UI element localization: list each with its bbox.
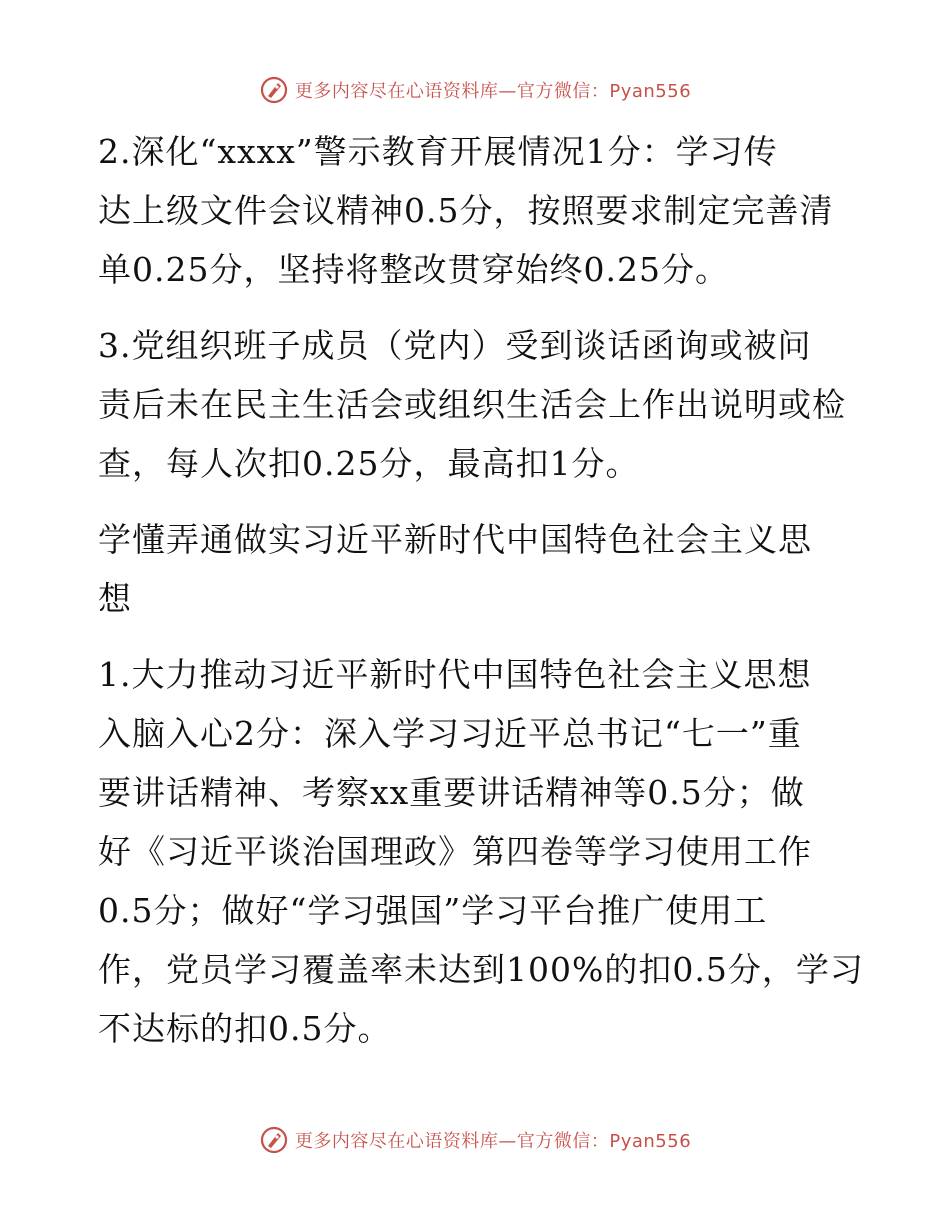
paragraph-study-promotion — [98, 645, 864, 1058]
paragraph-warning-education — [98, 122, 858, 299]
text-line: 学懂弄通做实习近平新时代中国特色社会主义思 — [98, 520, 812, 559]
text-line: 责后未在民主生活会或组织生活会上作出说明或检 — [98, 385, 846, 424]
text-line: 作，党员学习覆盖率未达到100%的扣0.5分，学习 — [98, 950, 864, 989]
text-line: 入脑入心2分：深入学习习近平总书记“七一”重 — [98, 714, 802, 753]
pen-nib-logo-icon — [259, 75, 289, 105]
text-line: 查，每人次扣0.25分，最高扣1分。 — [98, 444, 640, 483]
text-line: 3.党组织班子成员（党内）受到谈话函询或被问 — [98, 326, 812, 365]
text-line: 不达标的扣0.5分。 — [98, 1009, 392, 1048]
footer-banner — [0, 1120, 950, 1160]
text-line: 达上级文件会议精神0.5分，按照要求制定完善清 — [98, 191, 834, 230]
text-line: 好《习近平谈治国理政》第四卷等学习使用工作 — [98, 832, 812, 871]
header-banner-text: 更多内容尽在心语资料库—官方微信：Pyan556 — [294, 81, 692, 102]
text-line: 单0.25分，坚持将整改贯穿始终0.25分。 — [98, 250, 729, 289]
paragraph-accountability — [98, 316, 858, 493]
section-heading — [98, 510, 858, 628]
text-line: 想 — [98, 579, 132, 618]
text-line: 0.5分；做好“学习强国”学习平台推广使用工 — [98, 891, 768, 930]
footer-banner-text: 更多内容尽在心语资料库—官方微信：Pyan556 — [294, 1131, 692, 1152]
header-banner — [0, 70, 950, 110]
text-line: 1.大力推动习近平新时代中国特色社会主义思想 — [98, 655, 812, 694]
pen-nib-logo-icon — [259, 1125, 289, 1155]
text-line: 2.深化“xxxx”警示教育开展情况1分：学习传 — [98, 132, 778, 171]
text-line: 要讲话精神、考察xx重要讲话精神等0.5分；做 — [98, 773, 805, 812]
document-body — [98, 122, 864, 1075]
